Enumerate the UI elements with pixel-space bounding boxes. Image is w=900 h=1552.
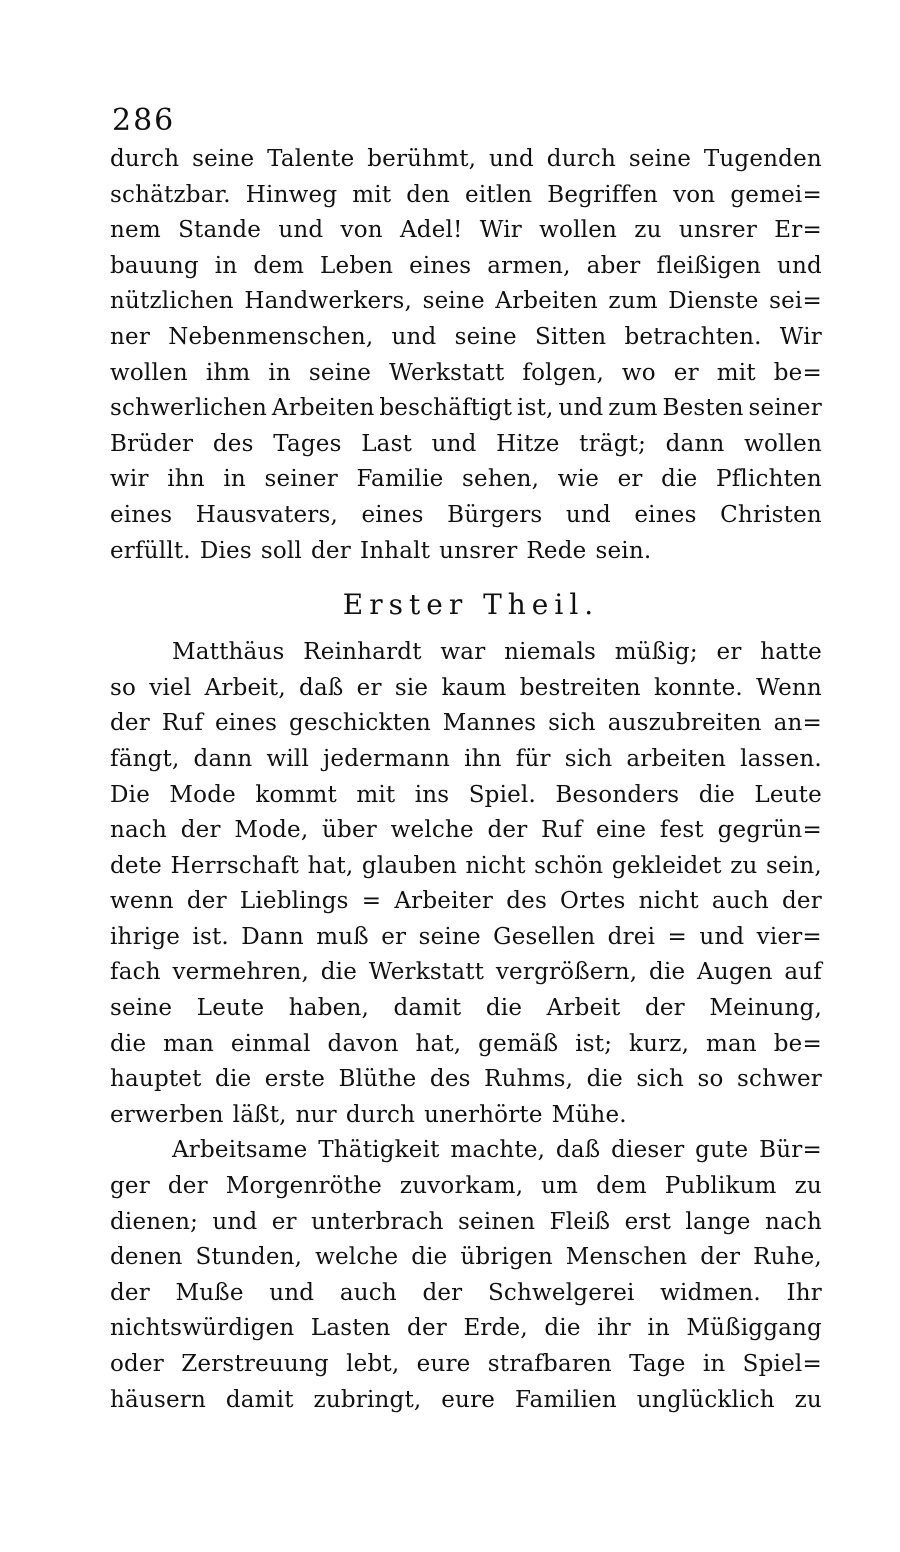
text-line: schwerlichen Arbeiten beschäftigt ist, und zum Besten seiner bbox=[110, 395, 822, 422]
text-line: der Ruf eines geschickten Mannes sich auszubreiten an= bbox=[110, 710, 822, 737]
text-line: dienen; und er unterbrach seinen Fleiß erst lange nach bbox=[110, 1208, 822, 1235]
text-line: erwerben läßt, nur durch unerhörte Mühe. bbox=[110, 1101, 627, 1128]
section-heading: Erster Theil. bbox=[342, 588, 600, 622]
text-line: wir ihn in seiner Familie sehen, wie er die Pflichten bbox=[110, 466, 822, 493]
page-number: 286 bbox=[112, 103, 176, 138]
text-line: erfüllt. Dies soll der Inhalt unsrer Rede sein. bbox=[110, 537, 652, 564]
text-line: hauptet die erste Blüthe des Ruhms, die sich so schwer bbox=[110, 1066, 822, 1093]
text-line: oder Zerstreuung lebt, eure strafbaren Tage in Spiel= bbox=[110, 1351, 822, 1377]
text-line: denen Stunden, welche die übrigen Menschen der Ruhe, bbox=[110, 1244, 822, 1271]
text-line: nach der Mode, über welche der Ruf eine fest gegrün= bbox=[110, 817, 822, 844]
paragraph-two bbox=[110, 1133, 822, 1418]
text-line: nützlichen Handwerkers, seine Arbeiten zum Dienste sei= bbox=[110, 288, 822, 315]
text-line: Brüder des Tages Last und Hitze trägt; dann wollen bbox=[110, 430, 822, 457]
text-line: ner Nebenmenschen, und seine Sitten betrachten. Wir bbox=[110, 323, 822, 350]
text-line: schätzbar. Hinweg mit den eitlen Begriffen von gemei= bbox=[110, 181, 822, 208]
text-line: ger der Morgenröthe zuvorkam, um dem Publikum zu bbox=[110, 1173, 822, 1200]
text-line: fach vermehren, die Werkstatt vergrößern, die Augen auf bbox=[110, 959, 822, 986]
text-line: durch seine Talente berühmt, und durch seine Tugenden bbox=[110, 146, 822, 172]
text-line: fängt, dann will jedermann ihn für sich arbeiten lassen. bbox=[110, 745, 822, 772]
text-line: so viel Arbeit, daß er sie kaum bestreiten konnte. Wenn bbox=[110, 674, 822, 701]
text-line: die man einmal davon hat, gemäß ist; kurz, man be= bbox=[110, 1030, 822, 1057]
text-line: bauung in dem Leben eines armen, aber fleißigen und bbox=[110, 252, 822, 279]
text-line: wollen ihm in seine Werkstatt folgen, wo er mit be= bbox=[110, 359, 822, 386]
paragraph-one bbox=[110, 635, 822, 1133]
intro-paragraph bbox=[110, 142, 822, 569]
text-line: der Muße und auch der Schwelgerei widmen. Ihr bbox=[110, 1279, 822, 1306]
text-line: Matthäus Reinhardt war niemals müßig; er hatte bbox=[172, 639, 822, 666]
text-line: ihrige ist. Dann muß er seine Gesellen drei = und vier= bbox=[110, 923, 822, 950]
text-line: nichtswürdigen Lasten der Erde, die ihr in Müßiggang bbox=[110, 1315, 822, 1342]
text-line: eines Hausvaters, eines Bürgers und eines Christen bbox=[110, 501, 822, 528]
text-line: Arbeitsame Thätigkeit machte, daß dieser gute Bür= bbox=[172, 1137, 822, 1164]
text-line: wenn der Lieblings = Arbeiter des Ortes nicht auch der bbox=[110, 888, 822, 915]
text-line: Die Mode kommt mit ins Spiel. Besonders die Leute bbox=[110, 781, 822, 808]
text-line: nem Stande und von Adel! Wir wollen zu unsrer Er= bbox=[110, 217, 822, 244]
text-line: seine Leute haben, damit die Arbeit der Meinung, bbox=[110, 995, 822, 1022]
text-line: häusern damit zubringt, eure Familien unglücklich zu bbox=[110, 1386, 822, 1413]
text-line: dete Herrschaft hat, glauben nicht schön gekleidet zu sein, bbox=[110, 852, 822, 879]
